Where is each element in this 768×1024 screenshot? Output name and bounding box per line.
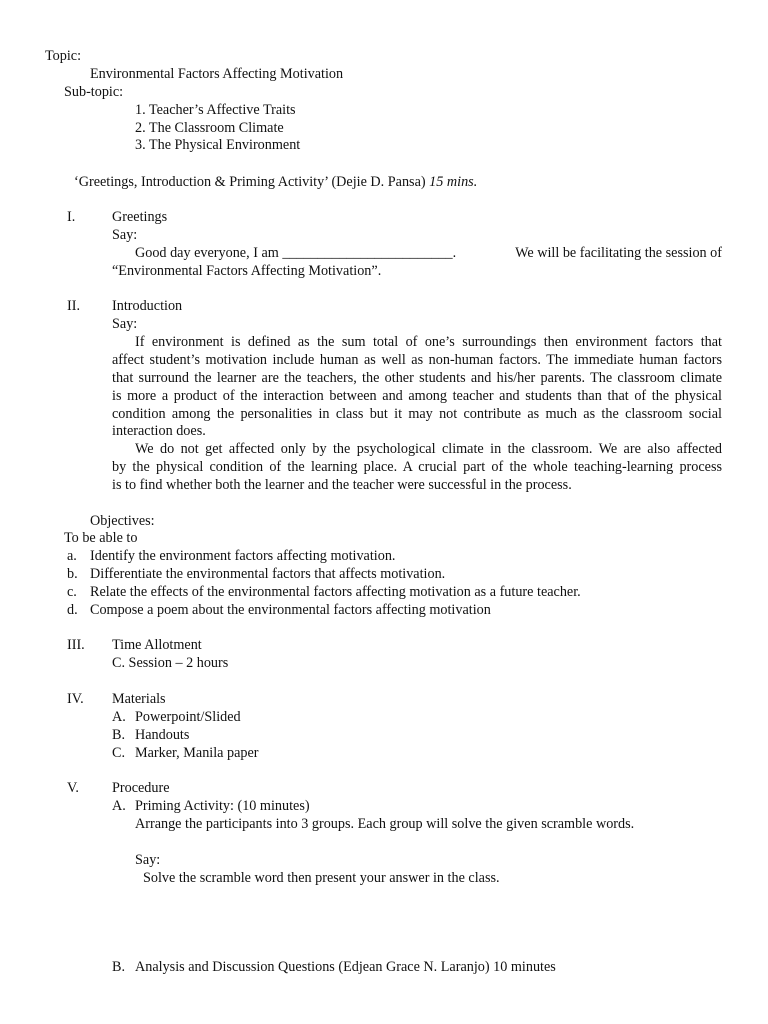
list-letter: c. xyxy=(67,584,77,600)
section-heading: Materials xyxy=(112,691,166,707)
topic-title: Environmental Factors Affecting Motivation xyxy=(90,66,344,82)
session-title-text: ‘Greetings, Introduction & Priming Activity’ (Dejie D. Pansa) xyxy=(74,174,426,190)
paragraph-line: affect student’s motivation include human as well as non-human factors. The immediate human factors xyxy=(112,352,722,368)
paragraph-line: If environment is defined as the sum total of one’s surroundings then environment factors that xyxy=(135,334,722,350)
objective-item: Identify the environment factors affecting motivation. xyxy=(90,548,396,564)
paragraph-line: that surround the learner are the teachers, the other students and his/her parents. The classroom climate xyxy=(112,370,722,386)
procedure-step-title: Analysis and Discussion Questions (Edjean Grace N. Laranjo) 10 minutes xyxy=(135,959,556,975)
material-item: Marker, Manila paper xyxy=(135,745,259,761)
material-item: Handouts xyxy=(135,727,190,743)
session-duration: 15 mins. xyxy=(429,174,478,190)
say-text: Solve the scramble word then present your answer in the class. xyxy=(143,870,500,886)
greeting-line-end: We will be facilitating the session of xyxy=(515,245,722,261)
paragraph-line: condition among the personalities in class but it may not contribute as much as the classroom social xyxy=(112,406,722,422)
time-allotment-value: C. Session – 2 hours xyxy=(112,655,229,671)
list-letter: A. xyxy=(112,709,126,725)
section-numeral: I. xyxy=(67,209,76,225)
objective-item: Relate the effects of the environmental factors affecting motivation as a future teacher. xyxy=(90,584,581,600)
section-numeral: III. xyxy=(67,637,85,653)
list-letter: d. xyxy=(67,602,78,618)
greeting-session-title: “Environmental Factors Affecting Motivation”. xyxy=(112,263,382,279)
section-heading: Greetings xyxy=(112,209,168,225)
section-heading: Procedure xyxy=(112,780,170,796)
paragraph-line: interaction does. xyxy=(112,423,206,439)
list-letter: A. xyxy=(112,798,126,814)
procedure-step-text: Arrange the participants into 3 groups. Each group will solve the given scramble words. xyxy=(135,816,635,832)
session-title xyxy=(74,173,477,191)
say-label: Say: xyxy=(112,316,138,332)
section-numeral: V. xyxy=(67,780,79,796)
section-numeral: IV. xyxy=(67,691,84,707)
topic-label: Topic: xyxy=(45,48,82,64)
procedure-step-title: Priming Activity: (10 minutes) xyxy=(135,798,310,814)
say-label: Say: xyxy=(135,852,161,868)
paragraph-line: is to find whether both the learner and the teacher were successful in the process. xyxy=(112,477,572,493)
objective-item: Compose a poem about the environmental factors affecting motivation xyxy=(90,602,491,618)
subtopic-item: 1. Teacher’s Affective Traits xyxy=(135,102,296,118)
list-letter: a. xyxy=(67,548,77,564)
list-letter: B. xyxy=(112,727,126,743)
section-heading: Time Allotment xyxy=(112,637,202,653)
subtopic-label: Sub-topic: xyxy=(64,84,124,100)
paragraph-line: We do not get affected only by the psychological climate in the classroom. We are also affected xyxy=(135,441,722,457)
paragraph-line: is more a product of the interaction between and among teacher and students than that of the physical xyxy=(112,388,722,404)
objective-item: Differentiate the environmental factors that affects motivation. xyxy=(90,566,446,582)
material-item: Powerpoint/Slided xyxy=(135,709,241,725)
section-heading: Introduction xyxy=(112,298,183,314)
list-letter: C. xyxy=(112,745,126,761)
list-letter: b. xyxy=(67,566,78,582)
subtopic-item: 3. The Physical Environment xyxy=(135,137,301,153)
objectives-heading: Objectives: xyxy=(90,513,155,529)
objectives-lead: To be able to xyxy=(64,530,138,546)
subtopic-item: 2. The Classroom Climate xyxy=(135,120,284,136)
section-numeral: II. xyxy=(67,298,80,314)
greeting-line: Good day everyone, I am ________________________. xyxy=(135,245,457,261)
paragraph-line: by the physical condition of the learning place. A crucial part of the whole teaching-learning process xyxy=(112,459,722,475)
list-letter: B. xyxy=(112,959,126,975)
say-label: Say: xyxy=(112,227,138,243)
